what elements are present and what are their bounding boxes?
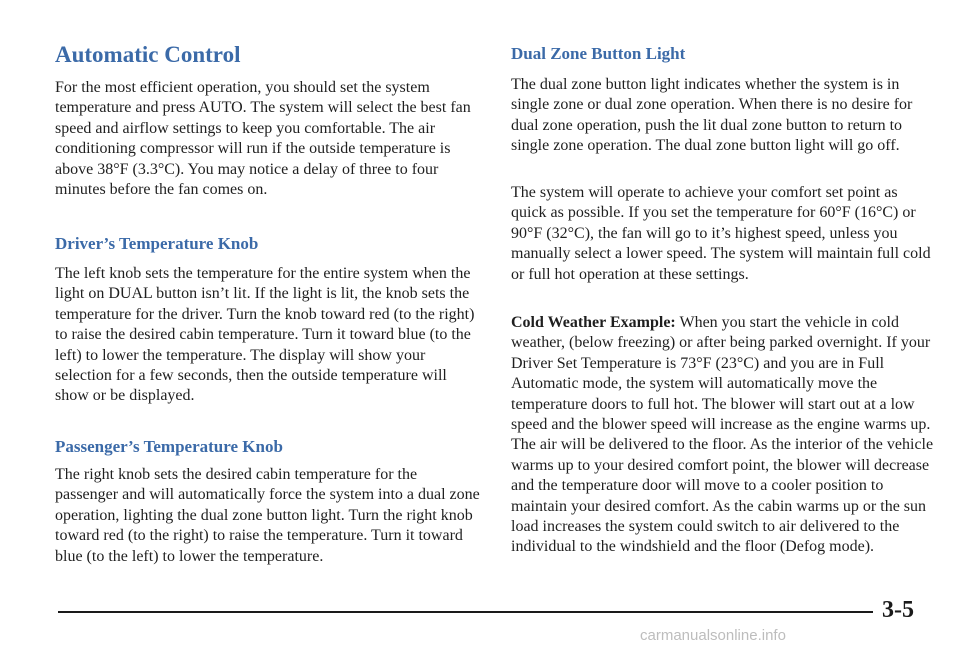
paragraph-comfort-set-point: The system will operate to achieve your comfort set point as quick as possible. If you set the temperature for 60°F (16°C) or 90°F (32°C), the fan will go to it’s highest speed, unless you manually select a lower speed. The system will maintain full cold or full hot operation at these settings. <box>511 184 931 283</box>
heading-passengers-temperature-knob: Passenger’s Temperature Knob <box>55 437 283 456</box>
cold-weather-example-label: Cold Weather Example: <box>511 314 676 331</box>
heading-automatic-control: Automatic Control <box>55 42 241 67</box>
footer-rule <box>58 611 873 613</box>
paragraph-automatic-control: For the most efficient operation, you should set the system temperature and press AUTO. The system will select the best fan speed and airflow settings to keep you comfortable. The air conditioning compressor will run if the outside temperature is above 38°F (3.3°C). You may notice a delay of three to four minutes before the fan comes on. <box>55 79 471 199</box>
paragraph-drivers-temperature-knob: The left knob sets the temperature for the entire system when the light on DUAL button isn’t lit. If the light is lit, the knob sets the temperature for the driver. Turn the knob toward red (to the right) to raise the desired cabin temperature. Turn it toward blue (to the left) to lower the temperature. The display will show your selection for a few seconds, then the outside temperature will show or be displayed. <box>55 265 475 405</box>
paragraph-passengers-temperature-knob: The right knob sets the desired cabin temperature for the passenger and will automatically force the system into a dual zone operation, lighting the dual zone button light. Turn the right knob toward red (to the right) to raise the temperature. Turn it toward blue (to the left) to lower the temperature. <box>55 466 480 565</box>
watermark: carmanualsonline.info <box>640 627 786 644</box>
paragraph-cold-weather-example <box>511 313 936 558</box>
page-number: 3-5 <box>882 597 914 623</box>
heading-drivers-temperature-knob: Driver’s Temperature Knob <box>55 234 259 253</box>
cold-weather-example-text: When you start the vehicle in cold weather, (below freezing) or after being parked overnight. If your Driver Set Temperature is 73°F (23°C) and you are in Full Automatic mode, the system will automatically move the temperature doors to full hot. The blower will start out at a low speed and the blower speed will increase as the engine warms up. The air will be delivered to the floor. As the interior of the vehicle warms up to your desired comfort point, the blower will decrease and the temperature door will move to a cooler position to maintain your desired comfort. As the cabin warms up or the sun load increases the system could switch to air delivered to the individual to the windshield and the floor (Defog mode). <box>511 314 934 556</box>
heading-dual-zone-button-light: Dual Zone Button Light <box>511 44 686 63</box>
paragraph-dual-zone-button-light: The dual zone button light indicates whether the system is in single zone or dual zone operation. When there is no desire for dual zone operation, push the lit dual zone button to return to single zone operation. The dual zone button light will go off. <box>511 76 913 155</box>
